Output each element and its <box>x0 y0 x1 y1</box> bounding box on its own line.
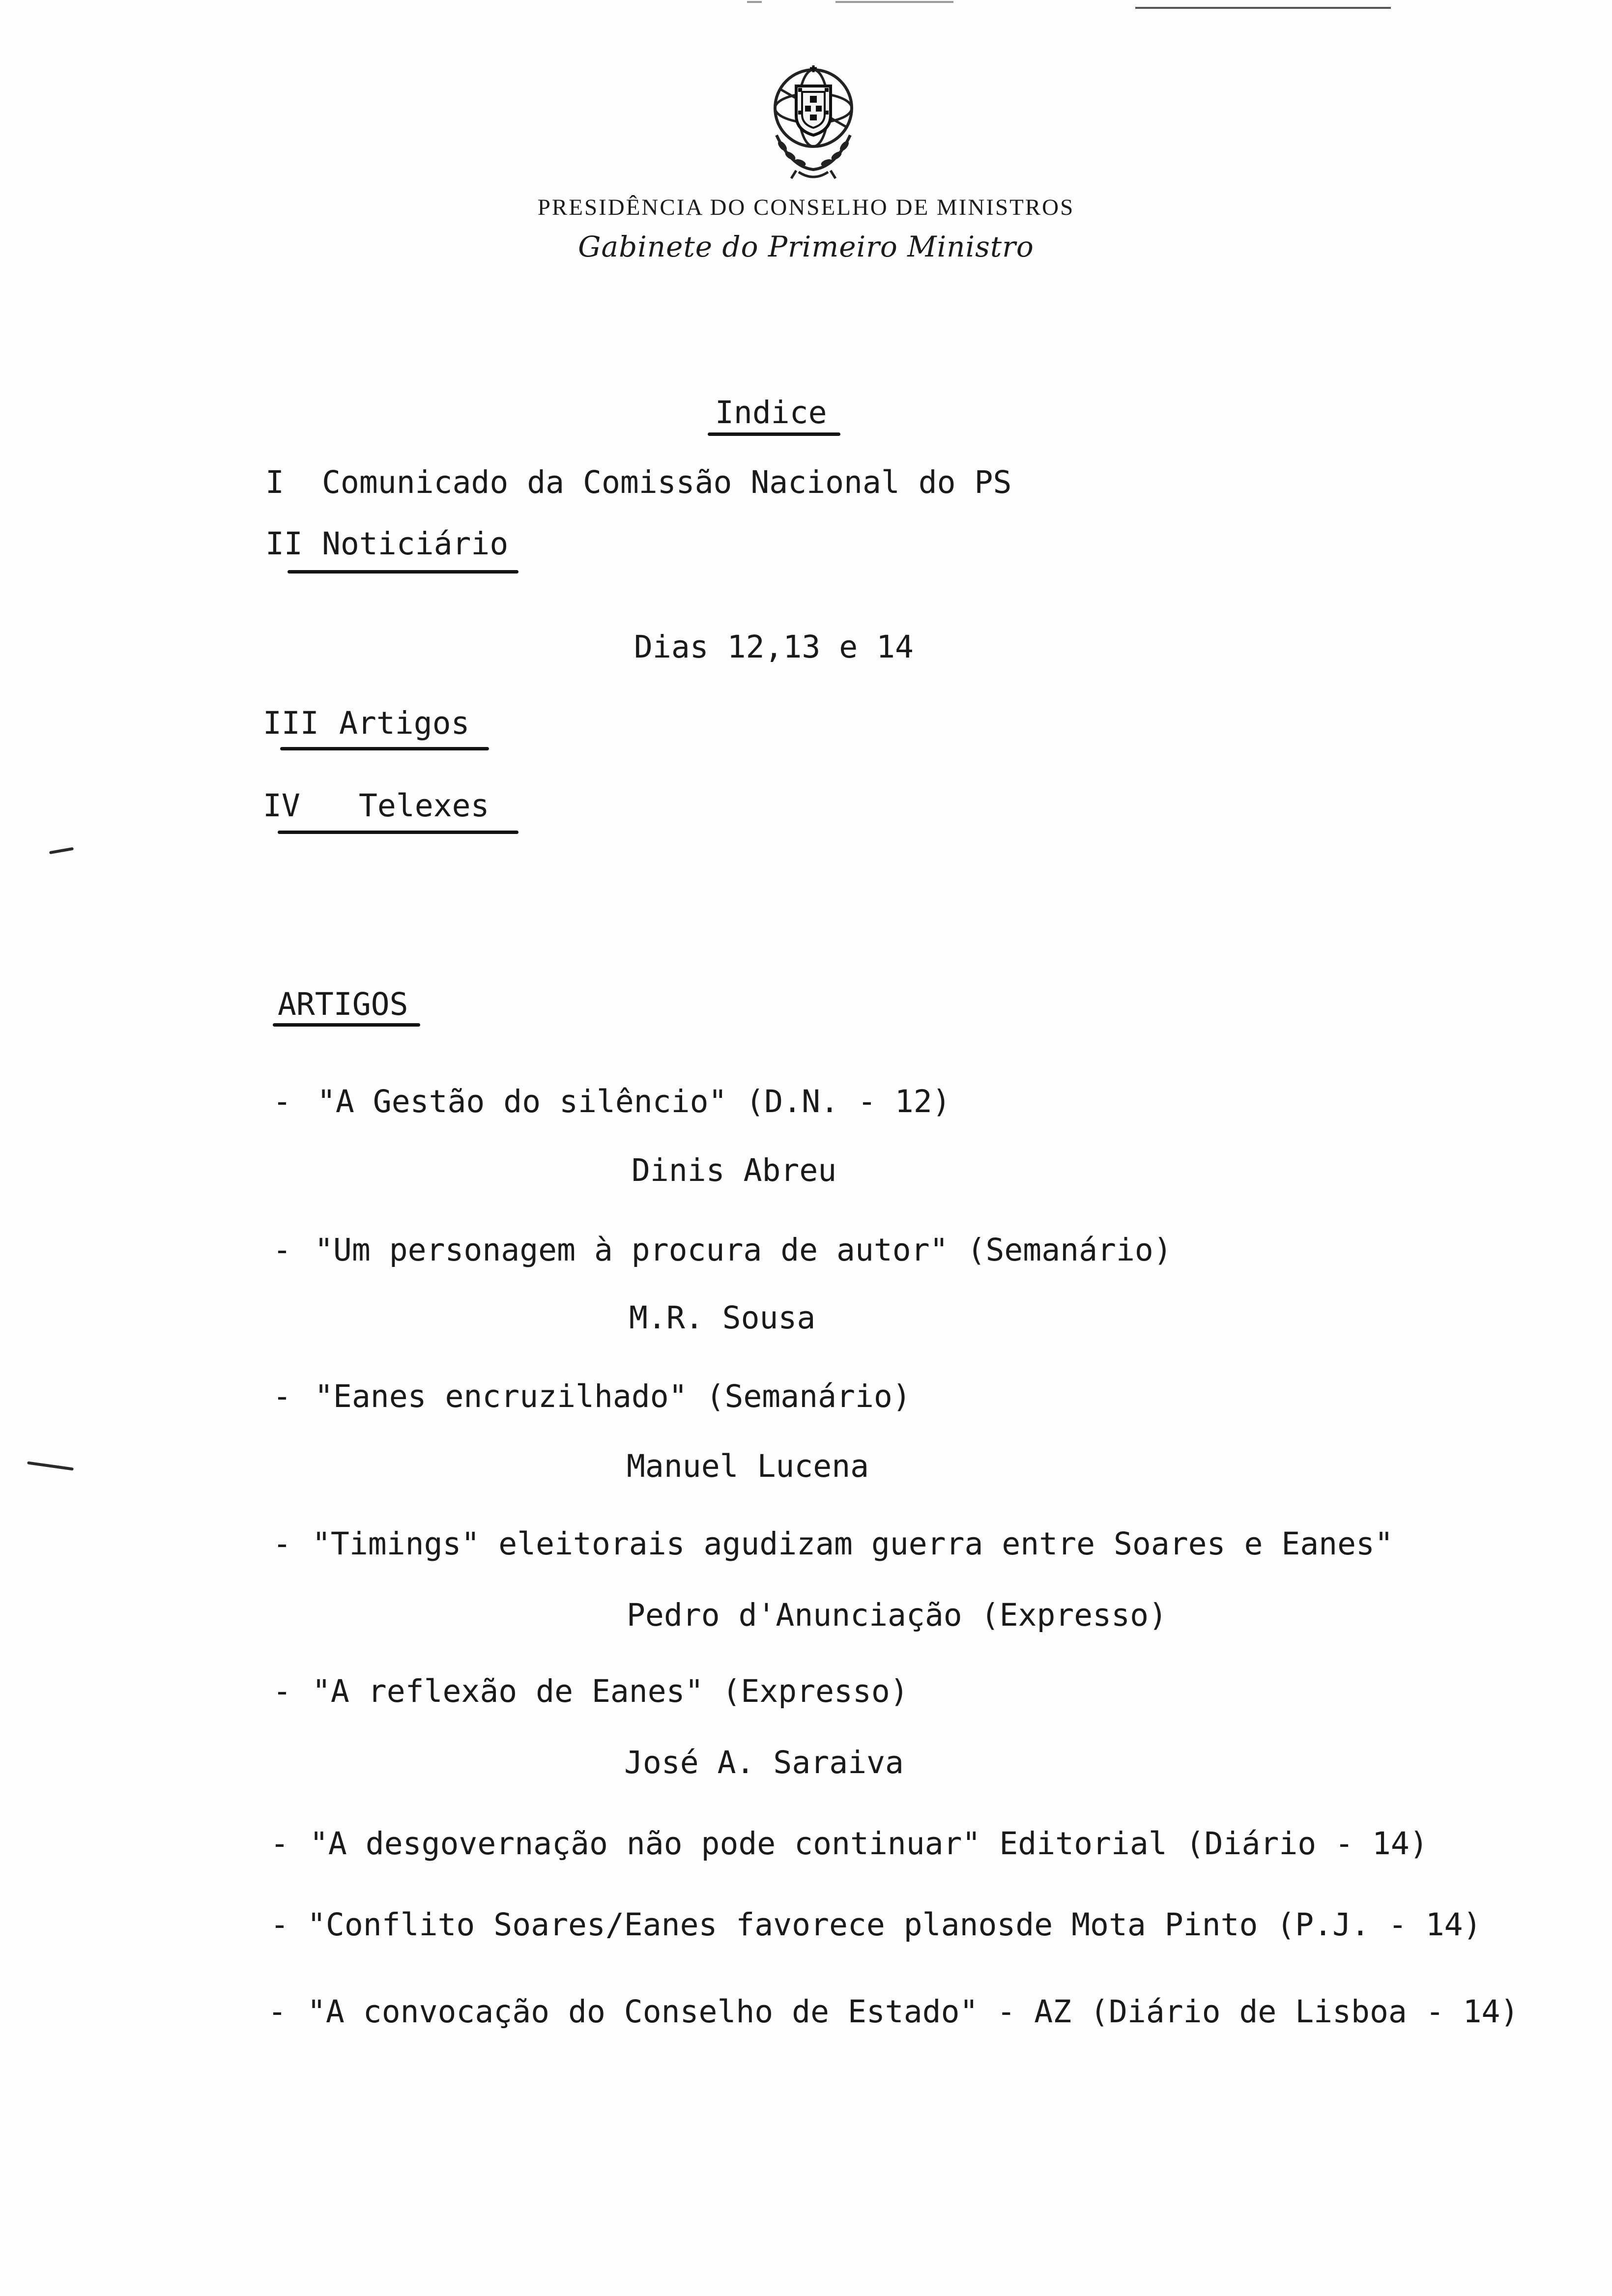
entry-title: "Timings" eleitorais agudizam guerra entre Soares e Eanes" <box>312 1526 1393 1562</box>
scan-mark <box>1135 7 1391 9</box>
entry-title: "A reflexão de Eanes" (Expresso) <box>312 1673 909 1709</box>
dates-note: Dias 12,13 e 14 <box>634 629 914 665</box>
entry-author: Pedro d'Anunciação (Expresso) <box>627 1597 1167 1633</box>
index-item-label: Noticiário <box>322 526 509 562</box>
entry-dash: - <box>273 1378 291 1414</box>
entry-author: Dinis Abreu <box>632 1152 837 1188</box>
artigos-index-underline <box>280 747 489 750</box>
entry-dash: - <box>273 1673 291 1709</box>
entry-title: "Eanes encruzilhado" (Semanário) <box>315 1378 911 1414</box>
entry-dash: - <box>268 1994 287 2030</box>
edge-mark <box>27 1461 74 1470</box>
artigos-heading: ARTIGOS <box>278 986 408 1022</box>
index-heading: Indice <box>715 395 827 430</box>
entry-title: "Um personagem à procura de autor" (Semanário) <box>315 1232 1172 1268</box>
index-item-label: Telexes <box>359 788 489 824</box>
index-heading-underline <box>708 432 840 436</box>
entry-dash: - <box>273 1084 291 1119</box>
entry-title: "A Gestão do silêncio" (D.N. - 12) <box>317 1084 951 1119</box>
entry-dash: - <box>273 1232 291 1268</box>
office-subtitle: Gabinete do Primeiro Ministro <box>578 230 1034 263</box>
entry-title: "A convocação do Conselho de Estado" - AZ (Diário de Lisboa - 14) <box>307 1994 1519 2030</box>
telexes-underline <box>278 831 518 834</box>
entry-dash: - <box>273 1526 291 1562</box>
entry-title: "Conflito Soares/Eanes favorece planosde Mota Pinto (P.J. - 14) <box>307 1907 1482 1943</box>
index-item-label: Comunicado da Comissão Nacional do PS <box>322 464 1012 500</box>
scan-mark <box>835 1 953 3</box>
index-item-label: Artigos <box>339 705 470 741</box>
artigos-heading-underline <box>273 1023 420 1027</box>
entry-author: José A. Saraiva <box>624 1745 904 1780</box>
noticiario-underline <box>288 570 518 574</box>
entry-author: Manuel Lucena <box>627 1448 869 1484</box>
index-item-numeral: III <box>263 705 319 741</box>
institution-title: PRESIDÊNCIA DO CONSELHO DE MINISTROS <box>537 195 1075 220</box>
entry-title: "A desgovernação não pode continuar" Editorial (Diário - 14) <box>310 1826 1428 1862</box>
scan-mark <box>747 1 762 3</box>
edge-mark <box>49 847 74 855</box>
coat-of-arms-icon <box>757 61 870 184</box>
index-item-numeral: IV <box>263 788 300 824</box>
entry-dash: - <box>270 1907 289 1943</box>
entry-author: M.R. Sousa <box>629 1300 816 1336</box>
index-item-numeral: I <box>265 464 284 500</box>
index-item-numeral: II <box>265 526 303 562</box>
entry-dash: - <box>270 1826 289 1862</box>
